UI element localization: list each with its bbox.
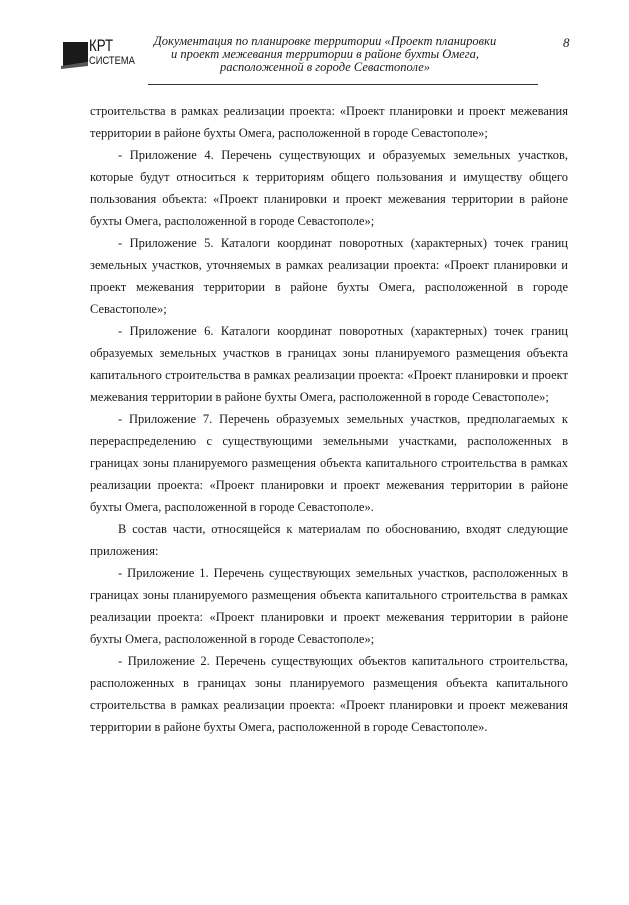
header-line-1: Документация по планировке территории «Проект планировки xyxy=(153,34,497,48)
company-logo xyxy=(61,36,135,71)
header-divider xyxy=(148,84,538,85)
paragraph-appendix-7: - Приложение 7. Перечень образуемых земельных участков, предполагаемых к перераспределению с существующими земельными участками, расположенных в границах зоны планируемого размещения объекта капитального строительства в рамках реализации проекта: «Проект планировки и проект межевания территории в районе бухты Омега, расположенной в городе Севастополе». xyxy=(90,412,568,514)
header-line-2: и проект межевания территории в районе бухты Омега, xyxy=(170,47,480,61)
paragraph-justification-appendix-2: - Приложение 2. Перечень существующих объектов капитального строительства, расположенных в границах зоны планируемого размещения объекта капитального строительства в рамках реализации проекта: «Проект планировки и проект межевания территории в районе бухты Омега, расположенной в городе Севастополе». xyxy=(90,654,568,734)
paragraph-justification-appendix-1: - Приложение 1. Перечень существующих земельных участков, расположенных в границах зоны планируемого размещения объекта капитального строительства в рамках реализации проекта: «Проект планировки и проект межевания территории в районе бухты Омега, расположенной в городе Севастополе»; xyxy=(90,566,568,646)
paragraph-appendix-4: - Приложение 4. Перечень существующих и образуемых земельных участков, которые будут относиться к территориям общего пользования и имуществу общего пользования объекта: «Проект планировки и проект межевания территории в районе бухты Омега, расположенной в городе Севастополе»; xyxy=(90,148,568,228)
document-body xyxy=(90,100,568,738)
page-number: 8 xyxy=(563,35,570,50)
paragraph-appendix-5: - Приложение 5. Каталоги координат поворотных (характерных) точек границ земельных участков, уточняемых в рамках реализации проекта: «Проект планировки и проект межевания территории в районе бухты Омега, расположенной в городе Севастополе»; xyxy=(90,236,568,316)
logo-text-sistema: СИСТЕМА xyxy=(89,55,135,67)
paragraph-justification-intro: В состав части, относящейся к материалам по обоснованию, входят следующие приложения: xyxy=(90,522,568,558)
logo-mark-icon xyxy=(61,39,89,69)
header-line-3: расположенной в городе Севастополе» xyxy=(219,60,431,74)
document-header xyxy=(140,35,510,74)
paragraph-continuation: строительства в рамках реализации проекта: «Проект планировки и проект межевания территории в районе бухты Омега, расположенной в городе Севастополе»; xyxy=(90,104,568,140)
logo-text-krt: КРТ xyxy=(89,36,114,55)
paragraph-appendix-6: - Приложение 6. Каталоги координат поворотных (характерных) точек границ образуемых земельных участков в границах зоны планируемого размещения объекта капитального строительства в рамках реализации проекта: «Проект планировки и проект межевания территории в районе бухты Омега, расположенной в городе Севастополе»; xyxy=(90,324,568,404)
